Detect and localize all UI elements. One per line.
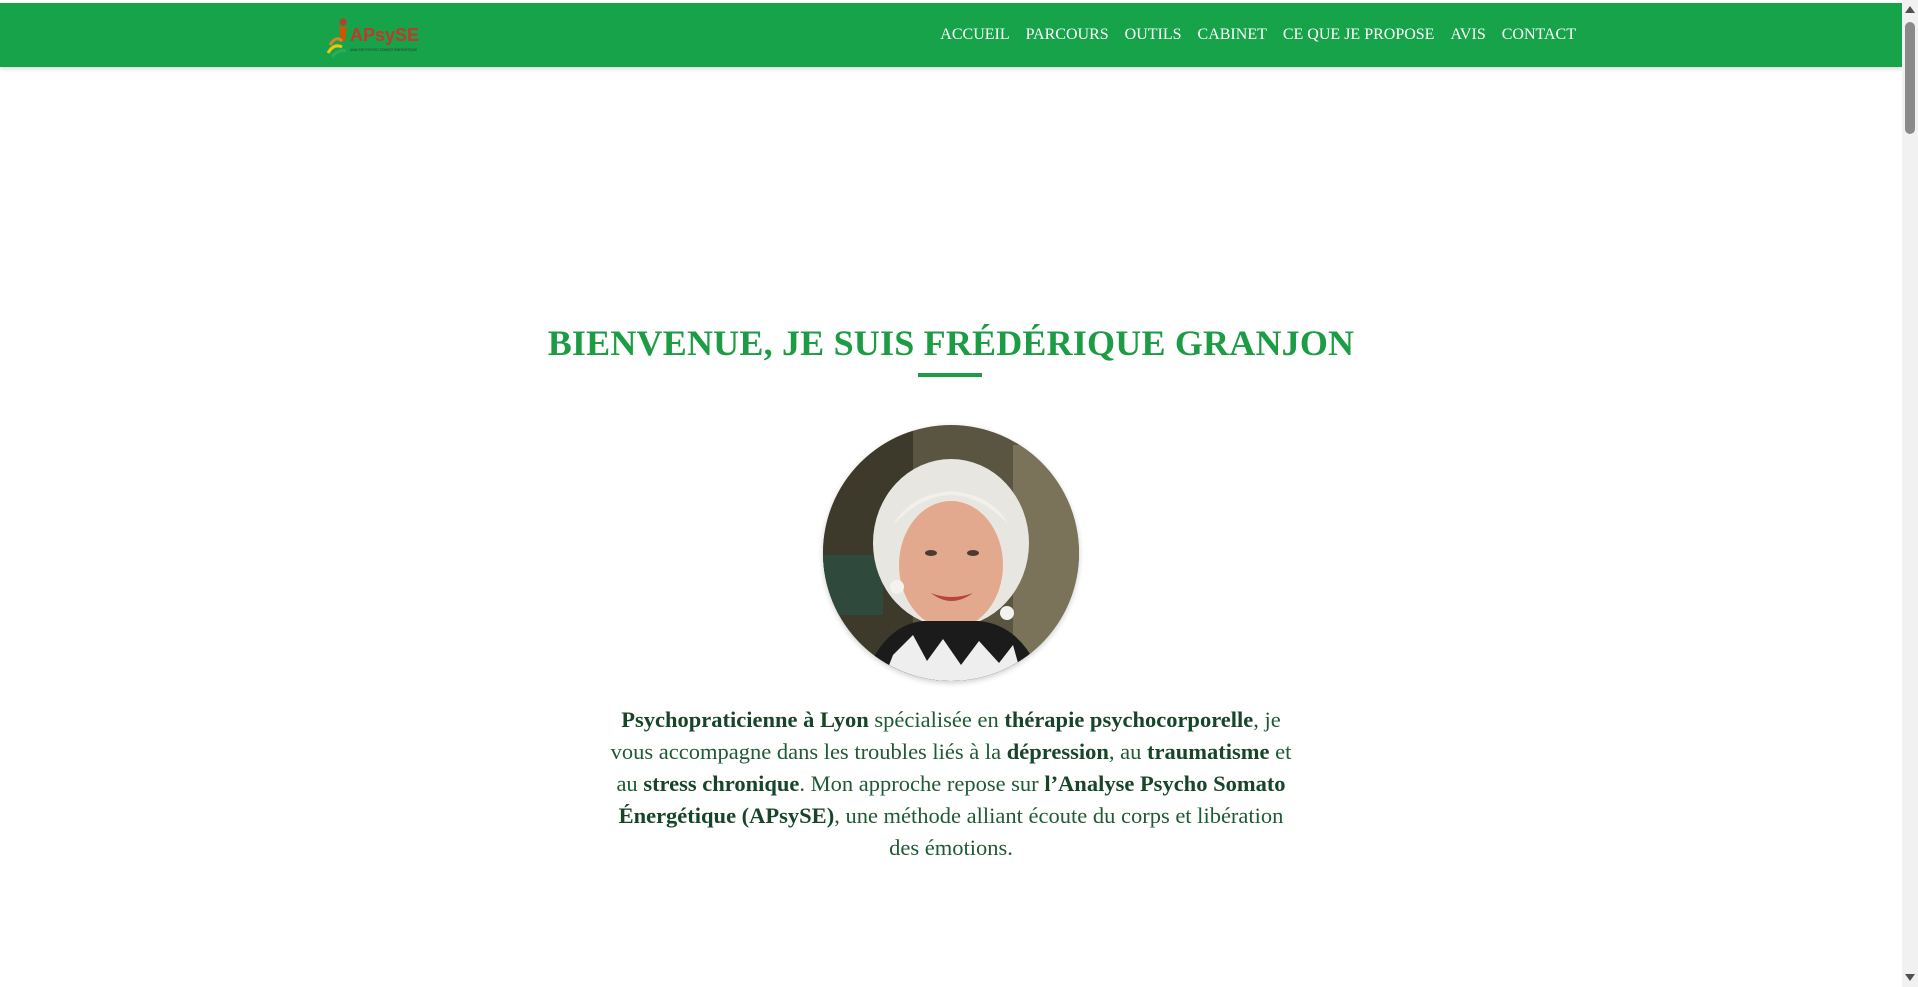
apsyse-logo[interactable] [326,15,420,59]
intro-bold-psychopraticienne: Psychopraticienne à Lyon [621,707,869,732]
nav-cabinet[interactable]: CABINET [1197,26,1267,43]
top-navbar [0,3,1902,67]
logo-text: APsySE [350,25,420,45]
portrait-illustration [823,425,1079,681]
intro-text-3: , au [1108,739,1148,764]
title-underline [918,373,982,377]
page-title: BIENVENUE, JE SUIS FRÉDÉRIQUE GRANJON [547,323,1355,363]
nav-avis[interactable]: AVIS [1450,26,1486,43]
intro-text-6: , une méthode alliant écoute du corps et libération des émotions. [834,803,1284,860]
intro-bold-depression: dépression [1006,739,1109,764]
intro-bold-stress: stress chronique [643,771,800,796]
intro-paragraph [610,704,1292,864]
scroll-up-arrow-icon[interactable] [1905,6,1915,13]
intro-text-5: . Mon approche repose sur [799,771,1045,796]
nav-accueil[interactable]: ACCUEIL [940,26,1010,43]
nav-ce-que-je-propose[interactable]: CE QUE JE PROPOSE [1282,26,1435,43]
intro-text-4: et au [616,739,1292,796]
nav-contact[interactable]: CONTACT [1501,26,1576,43]
main-nav [940,3,1576,67]
nav-parcours[interactable]: PARCOURS [1025,26,1109,43]
intro-bold-therapie: thérapie psychocorporelle [1004,707,1254,732]
logo-subtitle: ANALYSE PSYCHO SOMATO ÉNERGÉTIQUE [350,48,418,52]
logo-graphic [326,15,420,59]
intro-text-2: , je vous accompagne dans les troubles liés à la [610,707,1281,764]
vertical-scrollbar[interactable] [1902,0,1918,987]
intro-bold-apsyse: l’Analyse Psycho Somato Énergétique (APsySE) [618,771,1286,828]
portrait-photo [823,425,1079,681]
intro-bold-traumatisme: traumatisme [1147,739,1270,764]
intro-text-1: spécialisée en [868,707,1005,732]
nav-outils[interactable]: OUTILS [1124,26,1182,43]
scrollbar-thumb[interactable] [1905,22,1915,134]
scroll-down-arrow-icon[interactable] [1905,974,1915,981]
